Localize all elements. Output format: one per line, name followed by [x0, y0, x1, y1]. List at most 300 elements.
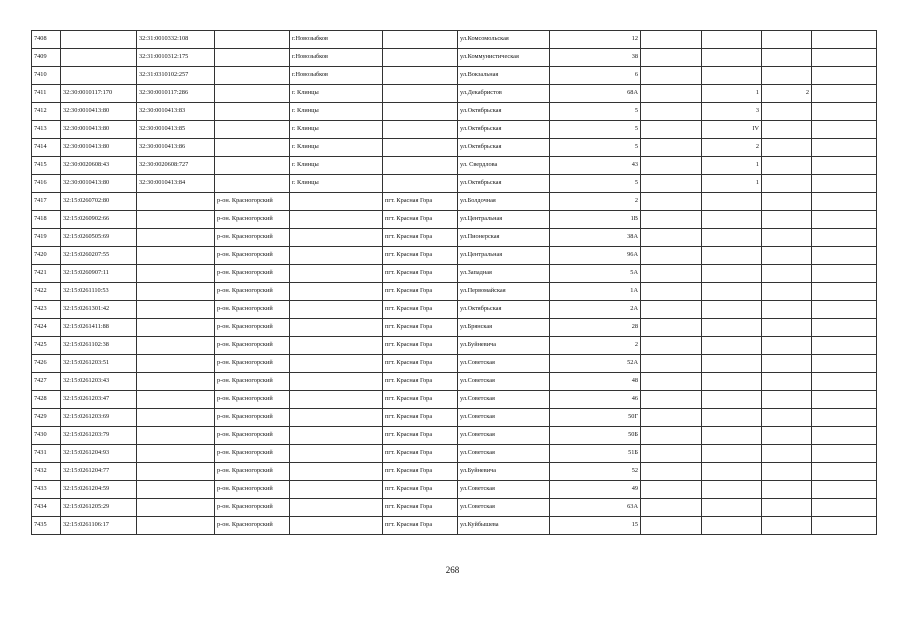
- settlement-cell: [383, 49, 458, 67]
- district-cell: р-он. Красногорский: [215, 337, 290, 355]
- apartment-cell: [641, 121, 702, 139]
- extra-cell: [762, 265, 812, 283]
- extra-cell: [762, 319, 812, 337]
- apartment-cell: [641, 157, 702, 175]
- extra-cell: [762, 301, 812, 319]
- house-number-cell: 46: [550, 391, 641, 409]
- street-cell: ул.Октябрьская: [458, 121, 550, 139]
- house-number-cell: 5: [550, 103, 641, 121]
- room-number-cell: [702, 319, 762, 337]
- street-cell: ул.Первомайская: [458, 283, 550, 301]
- settlement-cell: пгт. Красная Гора: [383, 193, 458, 211]
- cadastral-number-cell: 32:15:0261411:88: [61, 319, 137, 337]
- blank-cell: [812, 319, 877, 337]
- table-row: [32, 283, 877, 301]
- row-number-cell: 7418: [32, 211, 61, 229]
- cadastral-number-cell: 32:15:0261204:77: [61, 463, 137, 481]
- cadastral-number-cell: 32:15:0261102:38: [61, 337, 137, 355]
- cadastral-number-cell: 32:30:0010413:80: [61, 139, 137, 157]
- street-cell: ул.Буйневича: [458, 337, 550, 355]
- object-cadastral-number-cell: [137, 373, 215, 391]
- room-number-cell: [702, 445, 762, 463]
- settlement-cell: пгт. Красная Гора: [383, 445, 458, 463]
- room-number-cell: [702, 427, 762, 445]
- blank-cell: [812, 445, 877, 463]
- settlement-cell: пгт. Красная Гора: [383, 517, 458, 535]
- settlement-cell: пгт. Красная Гора: [383, 463, 458, 481]
- house-number-cell: 50Г: [550, 409, 641, 427]
- city-cell: г. Клинцы: [290, 85, 383, 103]
- object-cadastral-number-cell: 32:30:0010413:85: [137, 121, 215, 139]
- object-cadastral-number-cell: 32:30:0010413:83: [137, 103, 215, 121]
- extra-cell: [762, 229, 812, 247]
- house-number-cell: 2: [550, 193, 641, 211]
- cadastral-number-cell: 32:15:0260902:66: [61, 211, 137, 229]
- table-row: [32, 355, 877, 373]
- room-number-cell: 1: [702, 157, 762, 175]
- object-cadastral-number-cell: [137, 355, 215, 373]
- street-cell: ул.Октябрьская: [458, 103, 550, 121]
- city-cell: г. Клинцы: [290, 103, 383, 121]
- table-row: [32, 409, 877, 427]
- blank-cell: [812, 355, 877, 373]
- apartment-cell: [641, 193, 702, 211]
- city-cell: [290, 247, 383, 265]
- table-row: [32, 445, 877, 463]
- room-number-cell: 2: [702, 139, 762, 157]
- district-cell: [215, 85, 290, 103]
- settlement-cell: пгт. Красная Гора: [383, 211, 458, 229]
- extra-cell: [762, 67, 812, 85]
- settlement-cell: пгт. Красная Гора: [383, 247, 458, 265]
- apartment-cell: [641, 265, 702, 283]
- row-number-cell: 7419: [32, 229, 61, 247]
- extra-cell: [762, 355, 812, 373]
- row-number-cell: 7432: [32, 463, 61, 481]
- cadastral-number-cell: [61, 49, 137, 67]
- blank-cell: [812, 265, 877, 283]
- extra-cell: [762, 409, 812, 427]
- house-number-cell: 2А: [550, 301, 641, 319]
- apartment-cell: [641, 175, 702, 193]
- district-cell: р-он. Красногорский: [215, 499, 290, 517]
- cadastral-number-cell: 32:30:0010413:80: [61, 103, 137, 121]
- row-number-cell: 7424: [32, 319, 61, 337]
- district-cell: [215, 139, 290, 157]
- extra-cell: [762, 499, 812, 517]
- row-number-cell: 7427: [32, 373, 61, 391]
- blank-cell: [812, 49, 877, 67]
- cadastral-number-cell: 32:15:0260505:69: [61, 229, 137, 247]
- cadastral-number-cell: 32:30:0010413:80: [61, 175, 137, 193]
- city-cell: [290, 283, 383, 301]
- city-cell: [290, 499, 383, 517]
- room-number-cell: [702, 463, 762, 481]
- apartment-cell: [641, 103, 702, 121]
- extra-cell: [762, 463, 812, 481]
- extra-cell: [762, 31, 812, 49]
- city-cell: г.Новозыбков: [290, 67, 383, 85]
- blank-cell: [812, 283, 877, 301]
- district-cell: р-он. Красногорский: [215, 319, 290, 337]
- apartment-cell: [641, 31, 702, 49]
- house-number-cell: 52: [550, 463, 641, 481]
- table-row: [32, 481, 877, 499]
- object-cadastral-number-cell: [137, 193, 215, 211]
- street-cell: ул.Октябрьская: [458, 175, 550, 193]
- city-cell: [290, 481, 383, 499]
- house-number-cell: 12: [550, 31, 641, 49]
- row-number-cell: 7408: [32, 31, 61, 49]
- house-number-cell: 49: [550, 481, 641, 499]
- row-number-cell: 7429: [32, 409, 61, 427]
- row-number-cell: 7415: [32, 157, 61, 175]
- street-cell: ул.Советская: [458, 355, 550, 373]
- table-row: [32, 175, 877, 193]
- street-cell: ул.Советская: [458, 499, 550, 517]
- apartment-cell: [641, 211, 702, 229]
- apartment-cell: [641, 319, 702, 337]
- city-cell: [290, 409, 383, 427]
- city-cell: [290, 337, 383, 355]
- object-cadastral-number-cell: [137, 499, 215, 517]
- room-number-cell: 3: [702, 103, 762, 121]
- settlement-cell: [383, 139, 458, 157]
- table-row: [32, 121, 877, 139]
- city-cell: г. Клинцы: [290, 139, 383, 157]
- cadastral-number-cell: 32:15:0261205:29: [61, 499, 137, 517]
- settlement-cell: пгт. Красная Гора: [383, 283, 458, 301]
- room-number-cell: [702, 31, 762, 49]
- table-row: [32, 499, 877, 517]
- room-number-cell: [702, 247, 762, 265]
- house-number-cell: 50Б: [550, 427, 641, 445]
- extra-cell: [762, 427, 812, 445]
- room-number-cell: [702, 391, 762, 409]
- row-number-cell: 7413: [32, 121, 61, 139]
- room-number-cell: [702, 355, 762, 373]
- extra-cell: [762, 157, 812, 175]
- object-cadastral-number-cell: 32:30:0010117:286: [137, 85, 215, 103]
- cadastral-number-cell: 32:15:0260702:80: [61, 193, 137, 211]
- district-cell: р-он. Красногорский: [215, 373, 290, 391]
- settlement-cell: пгт. Красная Гора: [383, 409, 458, 427]
- city-cell: [290, 211, 383, 229]
- district-cell: р-он. Красногорский: [215, 355, 290, 373]
- house-number-cell: 1А: [550, 283, 641, 301]
- table-row: [32, 319, 877, 337]
- settlement-cell: [383, 175, 458, 193]
- district-cell: р-он. Красногорский: [215, 229, 290, 247]
- district-cell: р-он. Красногорский: [215, 427, 290, 445]
- object-cadastral-number-cell: [137, 427, 215, 445]
- street-cell: ул.Коммунистическая: [458, 49, 550, 67]
- room-number-cell: [702, 67, 762, 85]
- table-row: [32, 373, 877, 391]
- object-cadastral-number-cell: [137, 445, 215, 463]
- apartment-cell: [641, 409, 702, 427]
- city-cell: [290, 391, 383, 409]
- house-number-cell: 68А: [550, 85, 641, 103]
- district-cell: р-он. Красногорский: [215, 193, 290, 211]
- house-number-cell: 38А: [550, 229, 641, 247]
- room-number-cell: [702, 265, 762, 283]
- blank-cell: [812, 121, 877, 139]
- object-cadastral-number-cell: [137, 319, 215, 337]
- settlement-cell: пгт. Красная Гора: [383, 301, 458, 319]
- blank-cell: [812, 427, 877, 445]
- street-cell: ул.Советская: [458, 373, 550, 391]
- district-cell: р-он. Красногорский: [215, 247, 290, 265]
- extra-cell: [762, 139, 812, 157]
- table-row: [32, 265, 877, 283]
- district-cell: р-он. Красногорский: [215, 463, 290, 481]
- blank-cell: [812, 157, 877, 175]
- table-row: [32, 463, 877, 481]
- extra-cell: [762, 337, 812, 355]
- blank-cell: [812, 391, 877, 409]
- city-cell: г.Новозыбков: [290, 49, 383, 67]
- blank-cell: [812, 373, 877, 391]
- apartment-cell: [641, 85, 702, 103]
- page-number: 268: [445, 565, 460, 575]
- room-number-cell: [702, 373, 762, 391]
- apartment-cell: [641, 67, 702, 85]
- object-cadastral-number-cell: [137, 481, 215, 499]
- extra-cell: 2: [762, 85, 812, 103]
- blank-cell: [812, 139, 877, 157]
- street-cell: ул.Болдочная: [458, 193, 550, 211]
- registry-table: [31, 30, 877, 535]
- table-body: [32, 31, 877, 535]
- row-number-cell: 7422: [32, 283, 61, 301]
- row-number-cell: 7414: [32, 139, 61, 157]
- house-number-cell: 51Б: [550, 445, 641, 463]
- district-cell: р-он. Красногорский: [215, 409, 290, 427]
- extra-cell: [762, 175, 812, 193]
- object-cadastral-number-cell: [137, 229, 215, 247]
- room-number-cell: [702, 301, 762, 319]
- cadastral-number-cell: 32:15:0260207:55: [61, 247, 137, 265]
- room-number-cell: [702, 283, 762, 301]
- street-cell: ул.Октябрьская: [458, 139, 550, 157]
- blank-cell: [812, 481, 877, 499]
- table-row: [32, 103, 877, 121]
- table-row: [32, 31, 877, 49]
- cadastral-number-cell: 32:15:0261204:59: [61, 481, 137, 499]
- blank-cell: [812, 463, 877, 481]
- object-cadastral-number-cell: 32:30:0010413:84: [137, 175, 215, 193]
- row-number-cell: 7411: [32, 85, 61, 103]
- blank-cell: [812, 193, 877, 211]
- apartment-cell: [641, 481, 702, 499]
- object-cadastral-number-cell: 32:31:0010332:108: [137, 31, 215, 49]
- room-number-cell: IV: [702, 121, 762, 139]
- cadastral-number-cell: 32:15:0261203:47: [61, 391, 137, 409]
- blank-cell: [812, 517, 877, 535]
- apartment-cell: [641, 427, 702, 445]
- row-number-cell: 7425: [32, 337, 61, 355]
- apartment-cell: [641, 445, 702, 463]
- row-number-cell: 7428: [32, 391, 61, 409]
- extra-cell: [762, 211, 812, 229]
- cadastral-number-cell: [61, 67, 137, 85]
- row-number-cell: 7433: [32, 481, 61, 499]
- cadastral-number-cell: 32:15:0261203:79: [61, 427, 137, 445]
- cadastral-number-cell: 32:15:0261203:51: [61, 355, 137, 373]
- district-cell: [215, 67, 290, 85]
- cadastral-number-cell: 32:15:0261203:43: [61, 373, 137, 391]
- apartment-cell: [641, 337, 702, 355]
- city-cell: [290, 301, 383, 319]
- room-number-cell: [702, 337, 762, 355]
- house-number-cell: 96А: [550, 247, 641, 265]
- room-number-cell: [702, 409, 762, 427]
- table-row: [32, 211, 877, 229]
- blank-cell: [812, 175, 877, 193]
- extra-cell: [762, 445, 812, 463]
- blank-cell: [812, 211, 877, 229]
- settlement-cell: пгт. Красная Гора: [383, 319, 458, 337]
- row-number-cell: 7420: [32, 247, 61, 265]
- table-row: [32, 229, 877, 247]
- district-cell: р-он. Красногорский: [215, 301, 290, 319]
- city-cell: г.Новозыбков: [290, 31, 383, 49]
- extra-cell: [762, 103, 812, 121]
- house-number-cell: 15: [550, 517, 641, 535]
- settlement-cell: пгт. Красная Гора: [383, 391, 458, 409]
- street-cell: ул.Пионерская: [458, 229, 550, 247]
- row-number-cell: 7409: [32, 49, 61, 67]
- district-cell: р-он. Красногорский: [215, 283, 290, 301]
- district-cell: р-он. Красногорский: [215, 391, 290, 409]
- row-number-cell: 7434: [32, 499, 61, 517]
- settlement-cell: [383, 121, 458, 139]
- city-cell: [290, 265, 383, 283]
- house-number-cell: 38: [550, 49, 641, 67]
- row-number-cell: 7423: [32, 301, 61, 319]
- object-cadastral-number-cell: [137, 463, 215, 481]
- object-cadastral-number-cell: [137, 517, 215, 535]
- room-number-cell: 1: [702, 175, 762, 193]
- house-number-cell: 6: [550, 67, 641, 85]
- cadastral-number-cell: 32:30:0010117:170: [61, 85, 137, 103]
- apartment-cell: [641, 139, 702, 157]
- cadastral-number-cell: 32:30:0020608:43: [61, 157, 137, 175]
- room-number-cell: [702, 211, 762, 229]
- object-cadastral-number-cell: [137, 409, 215, 427]
- street-cell: ул.Брянская: [458, 319, 550, 337]
- house-number-cell: 2: [550, 337, 641, 355]
- table-row: [32, 67, 877, 85]
- cadastral-number-cell: [61, 31, 137, 49]
- city-cell: [290, 445, 383, 463]
- city-cell: [290, 193, 383, 211]
- district-cell: р-он. Красногорский: [215, 481, 290, 499]
- room-number-cell: [702, 229, 762, 247]
- table-row: [32, 337, 877, 355]
- city-cell: [290, 373, 383, 391]
- settlement-cell: [383, 157, 458, 175]
- settlement-cell: [383, 31, 458, 49]
- table-row: [32, 391, 877, 409]
- district-cell: [215, 157, 290, 175]
- room-number-cell: [702, 517, 762, 535]
- house-number-cell: 48: [550, 373, 641, 391]
- cadastral-number-cell: 32:15:0261106:17: [61, 517, 137, 535]
- apartment-cell: [641, 373, 702, 391]
- house-number-cell: 1В: [550, 211, 641, 229]
- settlement-cell: пгт. Красная Гора: [383, 373, 458, 391]
- house-number-cell: 63А: [550, 499, 641, 517]
- street-cell: ул.Центральная: [458, 211, 550, 229]
- room-number-cell: [702, 481, 762, 499]
- city-cell: [290, 427, 383, 445]
- table-row: [32, 49, 877, 67]
- street-cell: ул.Центральная: [458, 247, 550, 265]
- table-row: [32, 247, 877, 265]
- room-number-cell: [702, 193, 762, 211]
- object-cadastral-number-cell: [137, 283, 215, 301]
- street-cell: ул.Советская: [458, 409, 550, 427]
- extra-cell: [762, 193, 812, 211]
- street-cell: ул.Советская: [458, 391, 550, 409]
- city-cell: [290, 229, 383, 247]
- apartment-cell: [641, 355, 702, 373]
- city-cell: г. Клинцы: [290, 121, 383, 139]
- district-cell: [215, 103, 290, 121]
- extra-cell: [762, 373, 812, 391]
- district-cell: р-он. Красногорский: [215, 445, 290, 463]
- house-number-cell: 28: [550, 319, 641, 337]
- row-number-cell: 7421: [32, 265, 61, 283]
- object-cadastral-number-cell: 32:31:0310102:257: [137, 67, 215, 85]
- row-number-cell: 7410: [32, 67, 61, 85]
- city-cell: г. Клинцы: [290, 157, 383, 175]
- city-cell: [290, 319, 383, 337]
- blank-cell: [812, 301, 877, 319]
- settlement-cell: пгт. Красная Гора: [383, 229, 458, 247]
- row-number-cell: 7430: [32, 427, 61, 445]
- object-cadastral-number-cell: 32:30:0010413:86: [137, 139, 215, 157]
- district-cell: [215, 49, 290, 67]
- settlement-cell: [383, 85, 458, 103]
- room-number-cell: [702, 499, 762, 517]
- district-cell: р-он. Красногорский: [215, 211, 290, 229]
- apartment-cell: [641, 247, 702, 265]
- settlement-cell: пгт. Красная Гора: [383, 265, 458, 283]
- object-cadastral-number-cell: [137, 391, 215, 409]
- extra-cell: [762, 121, 812, 139]
- settlement-cell: пгт. Красная Гора: [383, 355, 458, 373]
- row-number-cell: 7416: [32, 175, 61, 193]
- street-cell: ул.Западная: [458, 265, 550, 283]
- row-number-cell: 7426: [32, 355, 61, 373]
- object-cadastral-number-cell: [137, 301, 215, 319]
- blank-cell: [812, 31, 877, 49]
- street-cell: ул.Советская: [458, 481, 550, 499]
- cadastral-number-cell: 32:15:0260907:11: [61, 265, 137, 283]
- street-cell: ул.Октябрьская: [458, 301, 550, 319]
- settlement-cell: пгт. Красная Гора: [383, 499, 458, 517]
- settlement-cell: пгт. Красная Гора: [383, 337, 458, 355]
- city-cell: [290, 355, 383, 373]
- blank-cell: [812, 103, 877, 121]
- room-number-cell: [702, 49, 762, 67]
- apartment-cell: [641, 49, 702, 67]
- apartment-cell: [641, 463, 702, 481]
- row-number-cell: 7412: [32, 103, 61, 121]
